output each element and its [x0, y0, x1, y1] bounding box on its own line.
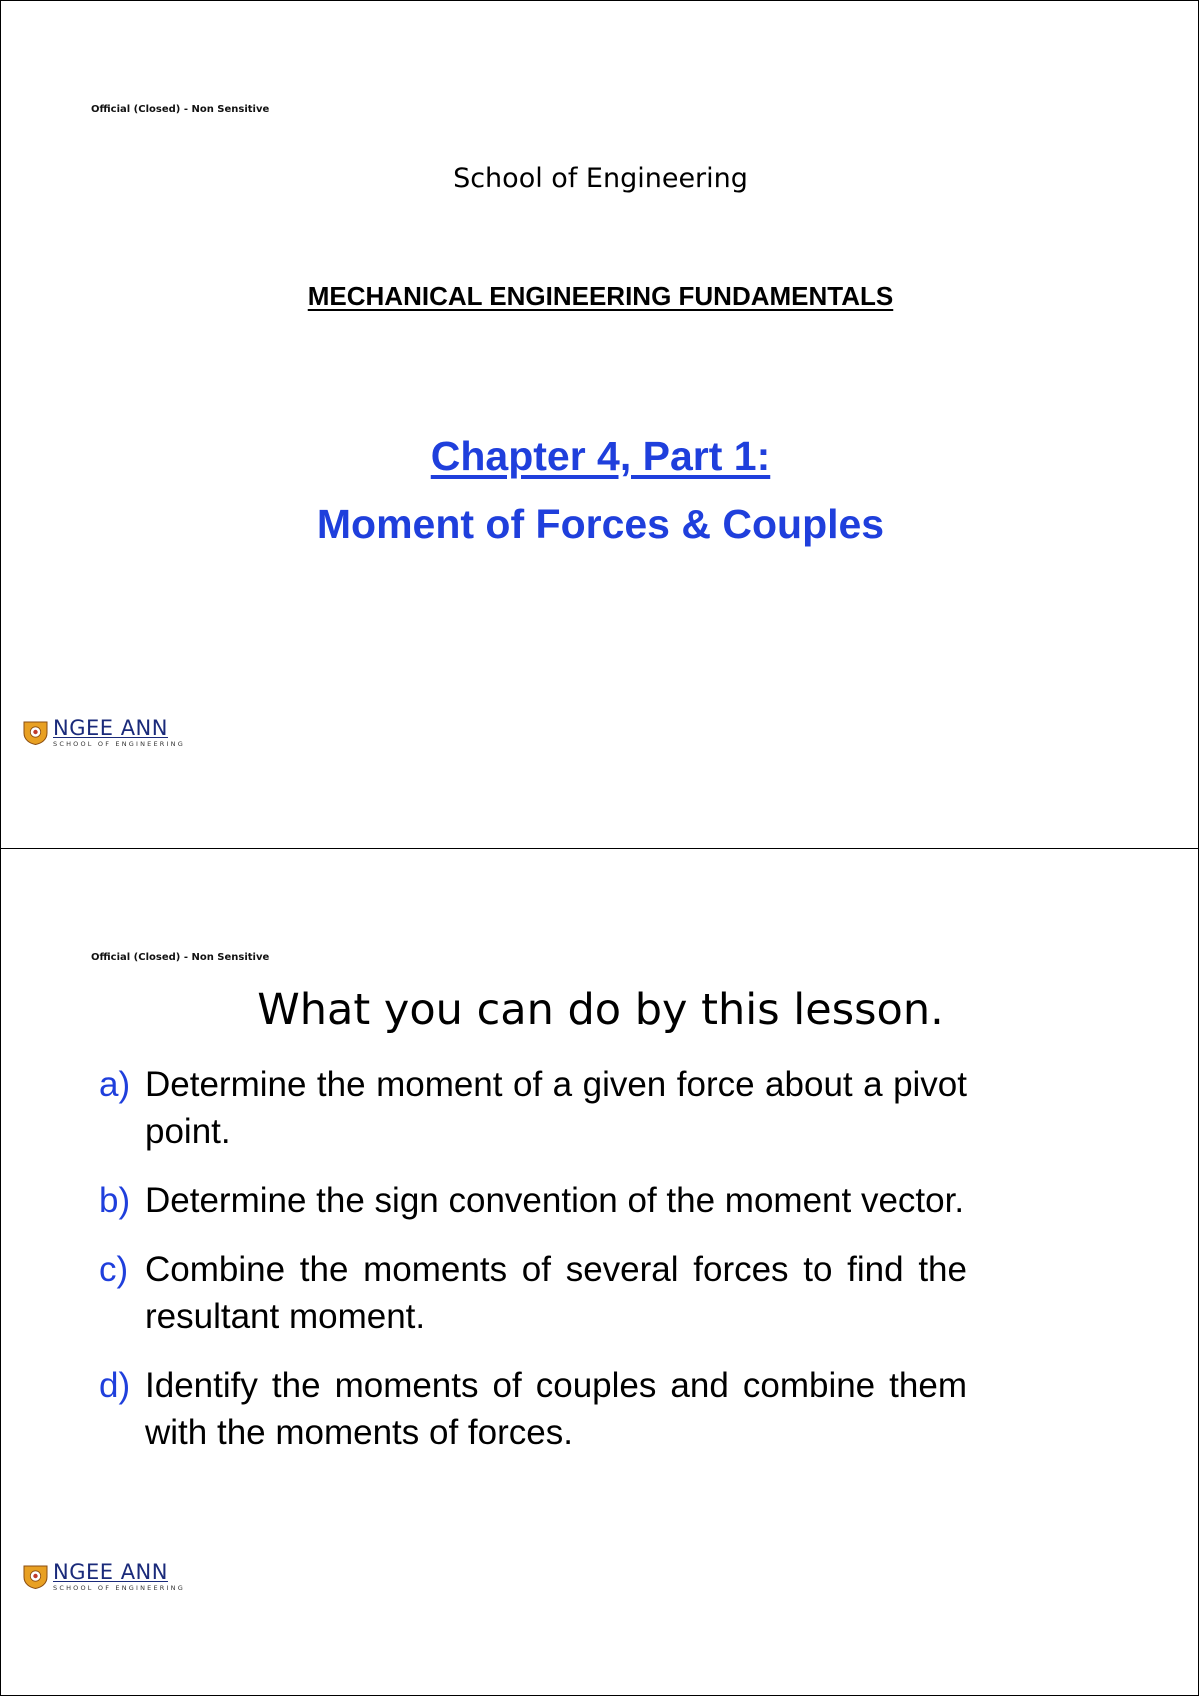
- list-marker: a): [99, 1065, 131, 1104]
- objective-text: Combine the moments of several forces to find the resultant moment.: [145, 1250, 967, 1336]
- slide-objectives: [0, 848, 1199, 1696]
- chapter-title: Chapter 4, Part 1:: [430, 433, 771, 479]
- crest-shield-icon: [23, 721, 48, 745]
- list-marker: d): [99, 1366, 131, 1405]
- list-item: [99, 1177, 967, 1224]
- list-marker: b): [99, 1181, 131, 1220]
- lesson-heading: What you can do by this lesson.: [257, 985, 944, 1035]
- list-item: [99, 1246, 967, 1340]
- logo-subtitle-text: SCHOOL OF ENGINEERING: [53, 740, 185, 748]
- objective-text: Determine the moment of a given force about a pivot point.: [145, 1065, 967, 1151]
- logo-brand-text: NGEE ANN: [53, 1560, 168, 1584]
- school-title: School of Engineering: [453, 163, 748, 194]
- ngee-ann-logo: [23, 718, 193, 748]
- list-marker: c): [99, 1250, 129, 1289]
- objectives-list: [99, 1061, 967, 1478]
- list-item: [99, 1061, 967, 1155]
- course-title: MECHANICAL ENGINEERING FUNDAMENTALS: [307, 281, 894, 311]
- objective-text: Identify the moments of couples and combine them with the moments of forces.: [145, 1366, 967, 1452]
- objective-text: Determine the sign convention of the moment vector.: [145, 1181, 965, 1220]
- logo-brand-text: NGEE ANN: [53, 716, 168, 740]
- logo-subtitle-text: SCHOOL OF ENGINEERING: [53, 1584, 185, 1592]
- chapter-topic: Moment of Forces & Couples: [316, 501, 885, 547]
- crest-shield-icon: [23, 1565, 48, 1589]
- list-item: [99, 1362, 967, 1456]
- classification-label: Official (Closed) - Non Sensitive: [91, 952, 270, 963]
- classification-label: Official (Closed) - Non Sensitive: [91, 104, 270, 115]
- ngee-ann-logo: [23, 1562, 193, 1592]
